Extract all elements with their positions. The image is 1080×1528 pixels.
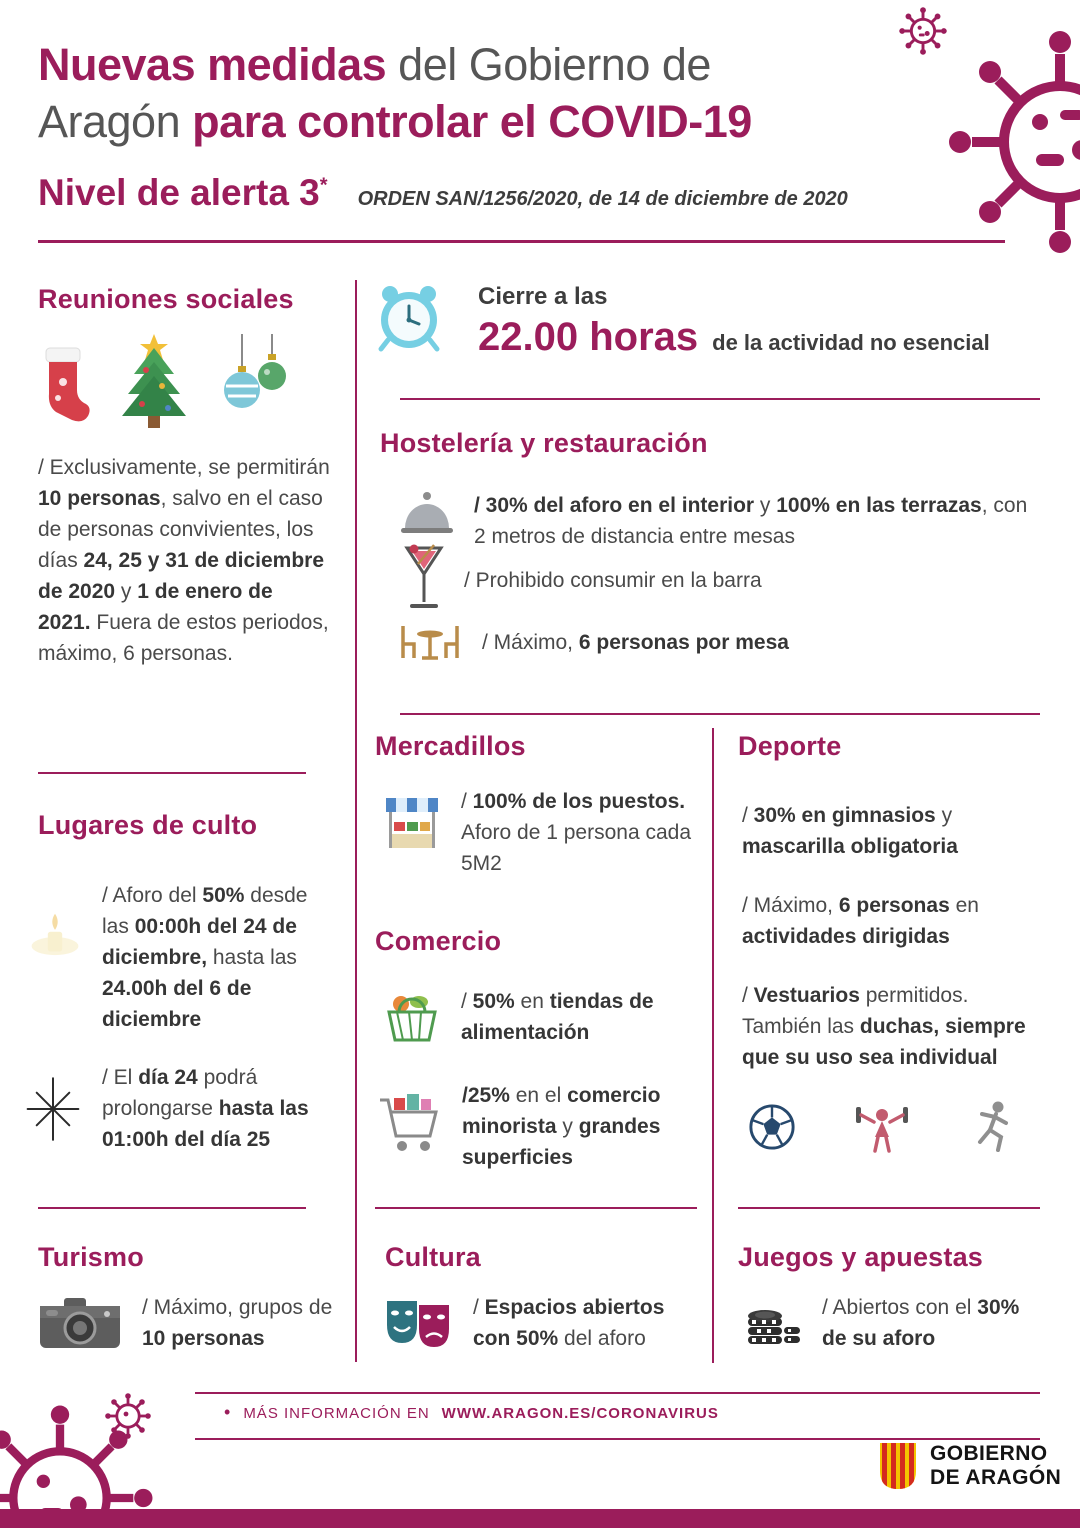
- weightlifter-icon: [854, 1101, 910, 1153]
- runner-icon: [968, 1100, 1014, 1154]
- christmas-stocking-icon: [36, 342, 90, 430]
- alarm-clock-icon: [376, 282, 442, 352]
- market-stall-icon: [383, 794, 441, 852]
- closing-time-banner: [478, 283, 1038, 360]
- candle-icon: [28, 906, 82, 970]
- divider: [38, 1207, 306, 1209]
- turismo-item: [38, 1292, 338, 1354]
- closing-intro: Cierre a las: [478, 283, 608, 310]
- soccer-ball-icon: [748, 1103, 796, 1151]
- gobierno-aragon-logo: [878, 1441, 1061, 1491]
- closing-rest: de la actividad no esencial: [712, 330, 990, 355]
- header: [38, 36, 878, 150]
- deporte-item-3: / Vestuarios permitidos. También las duchas, siempre que su uso sea individual: [742, 984, 1026, 1069]
- footer-info: [224, 1402, 719, 1423]
- juegos-item: [746, 1292, 1046, 1354]
- comercio-item-1-text: / 50% en tiendas de alimentación: [461, 990, 654, 1044]
- logo-text: [930, 1442, 1061, 1490]
- alert-level: Nivel de alerta 3*: [38, 172, 328, 213]
- culto-item-1-text: / Aforo del 50% desde las 00:00h del 24 de diciembre, hasta las 24.00h del 6 de diciembre: [102, 884, 308, 1031]
- cultura-item-text: / Espacios abiertos con 50% del aforo: [473, 1296, 665, 1350]
- culto-item-1: [28, 880, 340, 1035]
- deporte-item-1: / 30% en gimnasios y mascarilla obligatoria: [742, 804, 958, 858]
- comercio-item-2-text: /25% en el comercio minorista y grandes superficies: [462, 1084, 661, 1169]
- alert-row: [38, 172, 848, 214]
- aragon-shield-icon: [878, 1441, 918, 1491]
- shopping-cart-icon: [378, 1092, 442, 1158]
- page-title-line-2: Aragón para controlar el COVID-19: [38, 96, 752, 147]
- divider: [400, 713, 1040, 715]
- serving-cloche-icon: [400, 490, 454, 536]
- virus-icon-small-bottom: [104, 1392, 152, 1440]
- footer-bullet: •: [224, 1402, 232, 1422]
- comercio-item-2: [378, 1080, 708, 1173]
- cocktail-icon: [404, 544, 444, 616]
- juegos-item-text: / Abiertos con el 30% de su aforo: [822, 1296, 1020, 1350]
- deporte-item-2: / Máximo, 6 personas en actividades dirigidas: [742, 894, 979, 948]
- hosteleria-item-1: [400, 490, 1040, 552]
- christmas-icons-row: [36, 332, 292, 430]
- footer-info-url: WWW.ARAGON.ES/CORONAVIRUS: [441, 1405, 719, 1422]
- hosteleria-item-3-text: / Máximo, 6 personas por mesa: [482, 630, 789, 654]
- section-title-reuniones: Reuniones sociales: [38, 284, 294, 314]
- hosteleria-item-2-text: / Prohibido consumir en la barra: [464, 568, 762, 592]
- mercadillos-item-text: / 100% de los puestos. Aforo de 1 persona cada 5M2: [461, 790, 691, 875]
- divider: [400, 398, 1040, 400]
- hosteleria-item-1-text: / 30% del aforo en el interior y 100% en las terrazas, con 2 metros de distancia entre mesas: [474, 494, 1028, 548]
- theater-masks-icon: [383, 1297, 453, 1349]
- turismo-item-text: / Máximo, grupos de 10 personas: [142, 1296, 333, 1350]
- section-title-hosteleria: Hostelería y restauración: [380, 428, 708, 458]
- order-reference: ORDEN SAN/1256/2020, de 14 de diciembre de 2020: [357, 188, 848, 210]
- section-title-mercadillos: Mercadillos: [375, 731, 526, 761]
- star-sparkle-icon: [24, 1076, 82, 1142]
- camera-icon: [38, 1294, 122, 1352]
- table-chairs-icon: [398, 622, 462, 662]
- section-title-deporte: Deporte: [738, 731, 842, 761]
- hosteleria-item-3: [398, 622, 1018, 662]
- christmas-tree-icon: [108, 332, 200, 430]
- logo-line-1: GOBIERNO: [930, 1442, 1048, 1465]
- logo-line-2: DE ARAGÓN: [930, 1466, 1062, 1489]
- reuniones-body: / Exclusivamente, se permitirán 10 personas, salvo en el caso de personas convivientes, los días 24, 25 y 31 de diciembre de 2020 y 1 de enero de 2021. Fuera de estos periodos, máximo, 6 personas.: [38, 456, 330, 665]
- cultura-item: [383, 1292, 703, 1354]
- closing-time: 22.00 horas: [478, 315, 699, 359]
- section-title-cultura: Cultura: [385, 1242, 481, 1272]
- section-title-juegos: Juegos y apuestas: [738, 1242, 984, 1272]
- mercadillos-item: [383, 786, 703, 879]
- page-title-line-1: Nuevas medidas del Gobierno de: [38, 39, 711, 90]
- grocery-basket-icon: [383, 990, 441, 1044]
- sports-icons-row: [748, 1100, 1014, 1154]
- alert-asterisk: *: [319, 174, 328, 197]
- footer-info-prefix: MÁS INFORMACIÓN EN: [243, 1405, 430, 1422]
- section-title-culto: Lugares de culto: [38, 810, 258, 840]
- virus-icon-large-top: [940, 22, 1080, 262]
- divider-footer-bottom: [195, 1438, 1040, 1440]
- culto-item-2-text: / El día 24 podrá prolongarse hasta las 01:00h del día 25: [102, 1066, 309, 1151]
- comercio-item-1: [383, 986, 703, 1048]
- divider: [38, 772, 306, 774]
- divider-footer-top: [195, 1392, 1040, 1394]
- section-title-turismo: Turismo: [38, 1242, 144, 1272]
- section-title-comercio: Comercio: [375, 926, 502, 956]
- ornaments-icon: [218, 334, 292, 430]
- poker-chips-icon: [746, 1296, 802, 1350]
- divider-vertical-right: [712, 728, 714, 1363]
- bottom-color-bar: [0, 1509, 1080, 1528]
- hosteleria-item-2: [404, 544, 1024, 616]
- divider: [738, 1207, 1040, 1209]
- divider-vertical-left: [355, 280, 357, 1362]
- divider: [375, 1207, 697, 1209]
- divider-header: [38, 240, 1005, 243]
- culto-item-2: [24, 1062, 340, 1155]
